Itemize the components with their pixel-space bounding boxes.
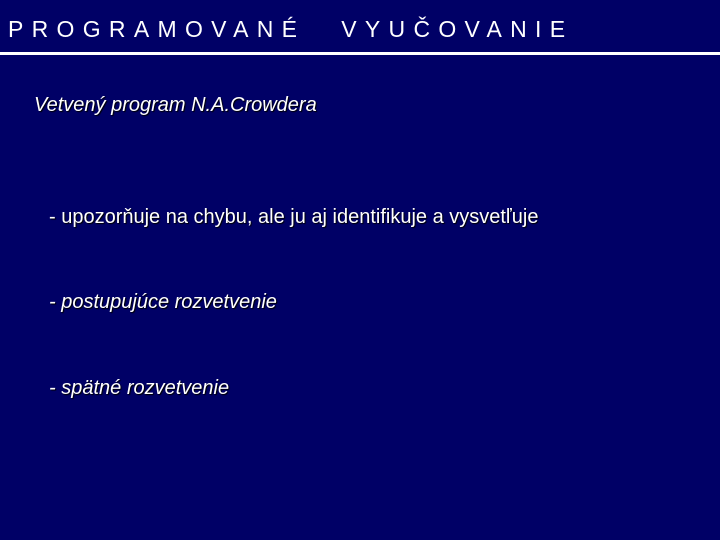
title-divider [0, 52, 720, 55]
slide-title-part1: PROGRAMOVANÉ [8, 16, 306, 42]
bullet-item: - spätné rozvetvenie [49, 377, 230, 399]
slide-title [8, 18, 573, 41]
bullet-item: - postupujúce rozvetvenie [49, 291, 277, 313]
slide-subtitle: Vetvený program N.A.Crowdera [34, 94, 317, 116]
slide-title-part2: VYUČOVANIE [341, 16, 574, 42]
bullet-item: - upozorňuje na chybu, ale ju aj identifikuje a vysvetľuje [49, 206, 539, 228]
